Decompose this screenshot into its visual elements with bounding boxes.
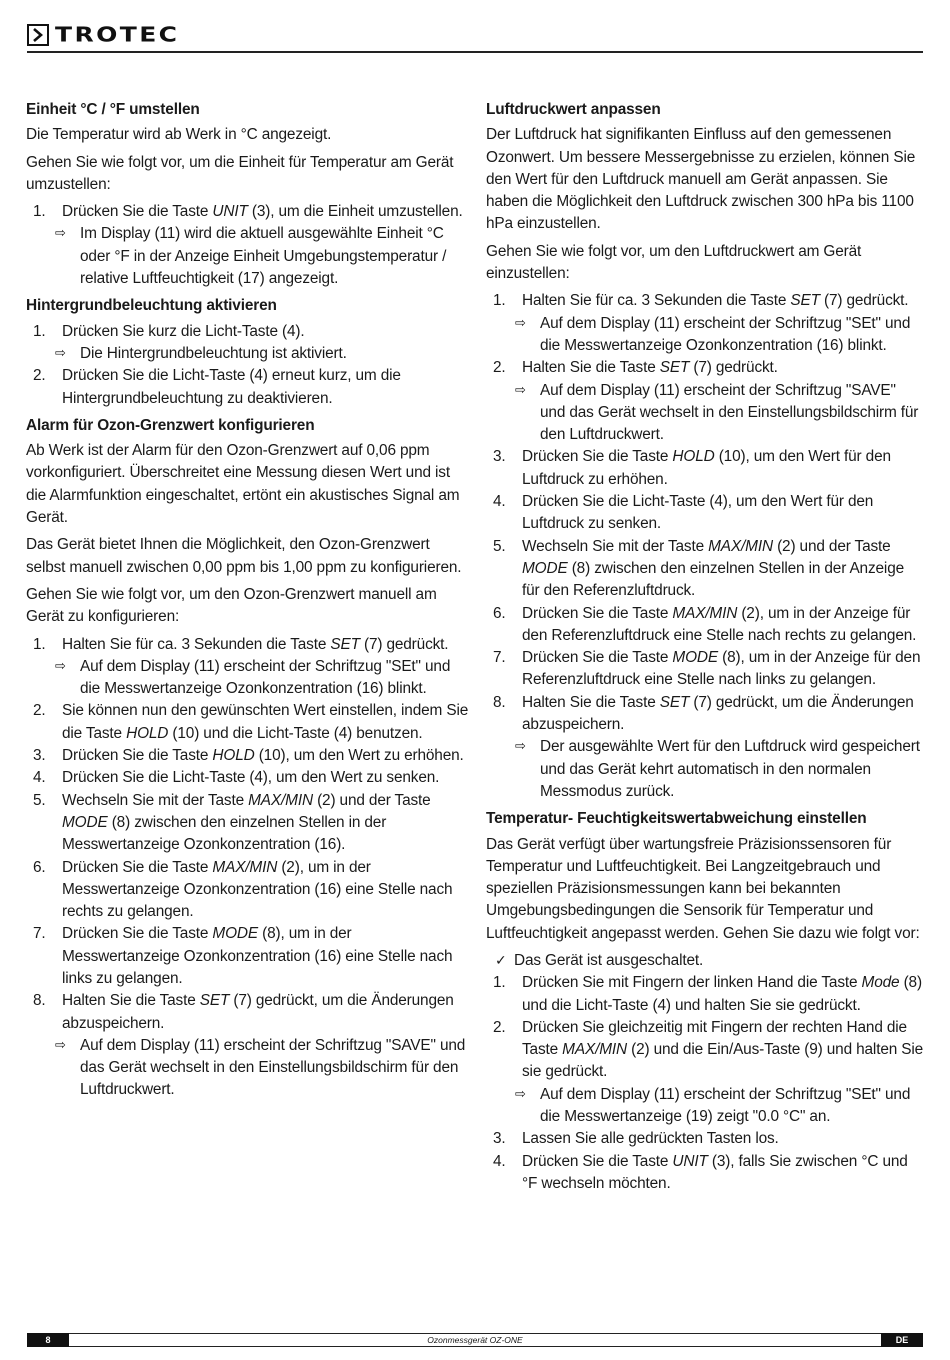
step-item: 8. Halten Sie die Taste SET (7) gedrückt, um die Änderungen abzuspeichern. bbox=[33, 992, 454, 1032]
step-item: 1. Drücken Sie kurz die Licht-Taste (4). bbox=[33, 322, 305, 340]
result-arrow-icon: ⇨ bbox=[55, 226, 66, 242]
step-list bbox=[26, 321, 471, 410]
step-item: 4. Drücken Sie die Licht-Taste (4), um den Wert für den Luftdruck zu senken. bbox=[493, 493, 874, 533]
result-item: ⇨ Die Hintergrundbeleuchtung ist aktiviert. bbox=[26, 343, 471, 365]
result-arrow-icon: ⇨ bbox=[515, 739, 526, 755]
step-item: 1. Halten Sie für ca. 3 Sekunden die Taste SET (7) gedrückt. bbox=[33, 635, 449, 653]
step-list bbox=[486, 290, 924, 803]
paragraph: Das Gerät verfügt über wartungsfreie Präzisionssensoren für Temperatur und Luftfeuchtigkeit. Bei Langzeitgebrauch und speziellen Präzisionsmessungen kann bei bekannten Umgebungsbedingungen die Sensorik für Temperatur und Luftfeuchtigkeit angepasst werden. Gehen Sie dazu wie folgt vor: bbox=[486, 835, 920, 942]
header-rule bbox=[27, 51, 923, 53]
document-title: Ozonmessgerät OZ-ONE bbox=[427, 1335, 523, 1345]
step-item: 8. Halten Sie die Taste SET (7) gedrückt, um die Änderungen abzuspeichern. bbox=[493, 693, 914, 734]
paragraph: Gehen Sie wie folgt vor, um die Einheit für Temperatur am Gerät umzustellen: bbox=[26, 153, 454, 193]
step-list bbox=[26, 201, 471, 290]
section-heading: Temperatur- Feuchtigkeitswertabweichung einstellen bbox=[486, 810, 867, 828]
step-item: 2. Sie können nun den gewünschten Wert einstellen, indem Sie die Taste HOLD (10) und die Licht-Taste (4) benutzen. bbox=[33, 702, 469, 742]
step-item: 7. Drücken Sie die Taste MODE (8), um in der Anzeige für den Referenzluftdruck eine Stelle nach links zu gelangen. bbox=[493, 649, 921, 689]
step-item: 5. Wechseln Sie mit der Taste MAX/MIN (2) und der Taste MODE (8) zwischen den einzelnen Stellen in der Anzeige für den Referenzluftdruck. bbox=[493, 537, 905, 600]
result-item: ⇨ Auf dem Display (11) erscheint der Schriftzug "SEt" und die Messwertanzeige Ozonkonzentration (16) blinkt. bbox=[55, 657, 451, 698]
result-arrow-icon: ⇨ bbox=[515, 382, 526, 398]
section-heading: Hintergrundbeleuchtung aktivieren bbox=[26, 297, 277, 315]
step-item: 3. Drücken Sie die Taste HOLD (10), um den Wert für den Luftdruck zu erhöhen. bbox=[493, 448, 891, 488]
result-arrow-icon: ⇨ bbox=[55, 658, 66, 674]
left-column bbox=[26, 99, 471, 1105]
section-heading: Luftdruckwert anpassen bbox=[486, 101, 661, 118]
checkmark-icon: ✓ bbox=[495, 952, 507, 969]
step-item: 2. Drücken Sie gleichzeitig mit Fingern der rechten Hand die Taste MAX/MIN (2) und die Ein/Aus-Taste (9) und halten Sie sie gedrückt. bbox=[493, 1018, 924, 1081]
step-item: 5. Wechseln Sie mit der Taste MAX/MIN (2) und der Taste MODE (8) zwischen den einzelnen Stellen in der Messwertanzeige Ozonkonzentration (16). bbox=[33, 791, 431, 854]
result-item: ⇨ Im Display (11) wird die aktuell ausgewählte Einheit °C oder °F in der Anzeige Einheit Umgebungstemperatur / relative Luftfeuchtigkeit (17) angezeigt. bbox=[55, 225, 447, 288]
paragraph: Gehen Sie wie folgt vor, um den Luftdruckwert am Gerät einzustellen: bbox=[486, 242, 862, 283]
result-item: ⇨ Auf dem Display (11) erscheint der Schriftzug "SEt" und die Messwertanzeige Ozonkonzentration (16) blinkt. bbox=[515, 314, 911, 354]
precondition-item: ✓ Das Gerät ist ausgeschaltet. bbox=[486, 950, 924, 972]
language-badge: DE bbox=[881, 1333, 923, 1347]
step-item: 1. Drücken Sie die Taste UNIT (3), um die Einheit umzustellen. bbox=[33, 203, 463, 221]
right-column bbox=[486, 99, 924, 1198]
step-item: 2. Drücken Sie die Licht-Taste (4) erneut kurz, um die Hintergrundbeleuchtung zu deaktivieren. bbox=[33, 367, 401, 407]
paragraph: Gehen Sie wie folgt vor, um den Ozon-Grenzwert manuell am Gerät zu konfigurieren: bbox=[26, 585, 437, 626]
result-arrow-icon: ⇨ bbox=[55, 345, 66, 361]
result-arrow-icon: ⇨ bbox=[515, 1086, 526, 1102]
result-item: ⇨ Der ausgewählte Wert für den Luftdruck wird gespeichert und das Gerät kehrt automatisch in den normalen Messmodus zurück. bbox=[515, 738, 920, 800]
result-arrow-icon: ⇨ bbox=[55, 1037, 66, 1053]
step-item: 6. Drücken Sie die Taste MAX/MIN (2), um in der Messwertanzeige Ozonkonzentration (16) eine Stelle nach rechts zu gelangen. bbox=[33, 858, 453, 921]
result-item: ⇨ Auf dem Display (11) erscheint der Schriftzug "SEt" und die Messwertanzeige (19) zeigt "0.0 °C" an. bbox=[515, 1085, 911, 1126]
paragraph: Der Luftdruck hat signifikanten Einfluss auf den gemessenen Ozonwert. Um bessere Messergebnisse zu erzielen, können Sie den Wert für den Luftdruck manuell am Gerät anpassen. Sie haben die Möglichkeit den Luftdruck zwischen 300 hPa bis 1100 hPa einzustellen. bbox=[486, 126, 916, 233]
step-item: 4. Drücken Sie die Taste UNIT (3), falls Sie zwischen °C und °F wechseln möchten. bbox=[493, 1152, 908, 1192]
step-item: 3. Lassen Sie alle gedrückten Tasten los. bbox=[493, 1130, 779, 1148]
step-item: 7. Drücken Sie die Taste MODE (8), um in der Messwertanzeige Ozonkonzentration (16) eine Stelle nach links zu gelangen. bbox=[33, 925, 453, 987]
step-list bbox=[26, 634, 471, 1102]
paragraph: Ab Werk ist der Alarm für den Ozon-Grenzwert auf 0,06 ppm vorkonfiguriert. Überschreitet eine Messung diesen Wert und ist die Alarmfunktion eingeschaltet, ertönt ein akustisches Signal am Gerät. bbox=[26, 442, 460, 527]
step-item: 6. Drücken Sie die Taste MAX/MIN (2), um in der Anzeige für den Referenzluftdruck eine Stelle nach rechts zu gelangen. bbox=[493, 604, 917, 644]
section-heading: Einheit °C / °F umstellen bbox=[26, 101, 200, 118]
logo-chevron-icon bbox=[27, 24, 49, 46]
trotec-logo bbox=[27, 22, 179, 47]
result-item: ⇨ Auf dem Display (11) erscheint der Schriftzug "SAVE" und das Gerät wechselt in den Einstellungsbildschirm für den Luftdruckwert. bbox=[55, 1036, 466, 1099]
result-item: ⇨ Auf dem Display (11) erscheint der Schriftzug "SAVE" und das Gerät wechselt in den Einstellungsbildschirm für den Luftdruckwert. bbox=[515, 381, 919, 444]
step-list bbox=[486, 972, 924, 1195]
result-arrow-icon: ⇨ bbox=[515, 315, 526, 331]
step-item: 4. Drücken Sie die Licht-Taste (4), um den Wert zu senken. bbox=[33, 769, 440, 787]
step-item: 1. Drücken Sie mit Fingern der linken Hand die Taste Mode (8) und die Licht-Taste (4) und halten Sie sie gedrückt. bbox=[493, 974, 922, 1014]
paragraph: Das Gerät bietet Ihnen die Möglichkeit, den Ozon-Grenzwert selbst manuell zwischen 0,00 ppm bis 1,00 ppm zu konfigurieren. bbox=[26, 536, 462, 576]
step-item: 3. Drücken Sie die Taste HOLD (10), um den Wert zu erhöhen. bbox=[33, 747, 464, 765]
step-item: 1. Halten Sie für ca. 3 Sekunden die Taste SET (7) gedrückt. bbox=[493, 292, 909, 310]
step-item: 2. Halten Sie die Taste SET (7) gedrückt. bbox=[493, 359, 778, 377]
page-footer bbox=[27, 1333, 923, 1347]
paragraph: Die Temperatur wird ab Werk in °C angezeigt. bbox=[26, 126, 332, 144]
page-number: 8 bbox=[27, 1333, 69, 1347]
section-heading: Alarm für Ozon-Grenzwert konfigurieren bbox=[26, 416, 315, 434]
logo-wordmark: TROTEC bbox=[55, 22, 180, 47]
